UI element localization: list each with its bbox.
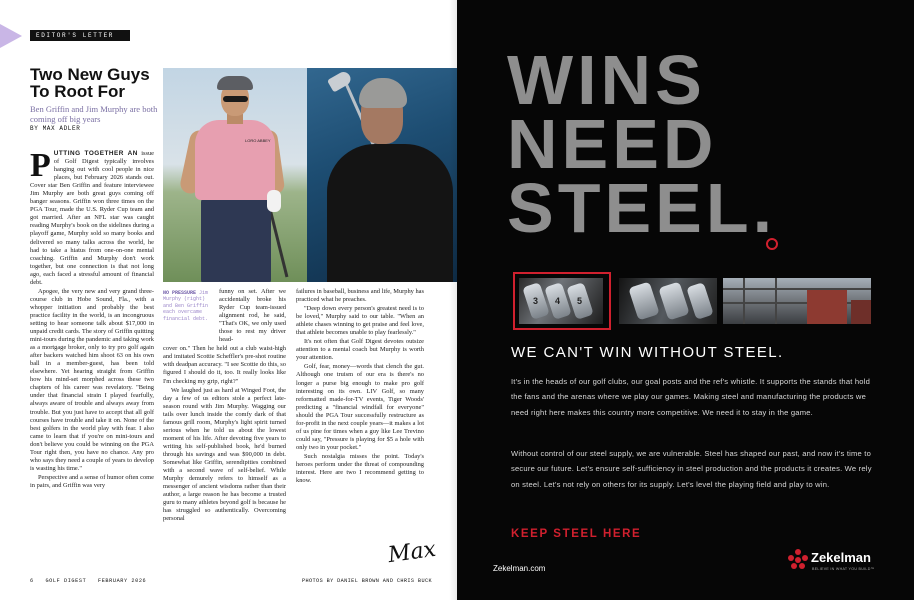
drop-cap: P: [30, 147, 51, 184]
paragraph: Such nostalgia misses the point. Today's heroes perform under the threat of compounding interest. Here are two I recommend getting to know.: [296, 452, 424, 485]
section-tag: EDITOR'S LETTER: [30, 30, 130, 41]
ad-body-paragraph: Without control of our steel supply, we are vulnerable. Steel has shaped our past, and now it's time to secure our future. Let's ensure self-sufficiency in steel production and the products it creates. We rely on steel. Let's not rely on others for its supply. Let's level the playing field and play to win.: [511, 449, 872, 489]
ad-headline-line: NEED: [507, 105, 718, 183]
brand-name: Zekelman: [811, 550, 871, 565]
page-number: 6: [30, 578, 34, 584]
ad-headline: [507, 41, 777, 247]
magazine-name: GOLF DIGEST: [45, 578, 87, 584]
ad-website-url: Zekelman.com: [493, 564, 546, 573]
ad-call-to-action: KEEP STEEL HERE: [511, 528, 642, 540]
ad-body-paragraph: It's in the heads of our golf clubs, our goal posts and the ref's whistle. It supports the stands that hold the fans and the arenas where we play our games. Making steel and manufacturing the products we need right here makes this country more competitive. We need it to stay in the game.: [511, 377, 871, 417]
advertisement-page: [457, 0, 914, 600]
ad-headline-line: WINS: [507, 41, 706, 119]
ad-image-strip: [513, 272, 871, 330]
paragraph: We laughed just as hard at Winged Foot, the day a few of us editors stole a perfect late-season round with Jim Murphy. Wagging our tails over lunch inside the comfy dark of that famous grill room, Murphy's light spirit turned serious when he told us about the lowest moment of his life. After devoting five years to writing his self-published book, he'd burned through his savings and was $90,000 in debt. Somewhat like Griffin, serendipities combined with a second wave of self-belief. While Murphy demurely refers to himself as a messenger of ancient wisdoms rather than their author, a large reason he has become a trusted guru to many athletes beyond golf is because he has struggled so authentically. Overcoming personal: [163, 386, 286, 523]
editor-signature: Max: [386, 536, 438, 569]
golf-irons-image: [519, 278, 603, 324]
logo-dots-icon: [787, 549, 809, 571]
paragraph: Apogee, the very new and very grand three-course club in Hobe Sound, Fla., with a whopper initiation and probably the best practice facility in the world, is an incongruous setting to hear someone talk about $17,000 in unpaid credit cards. The story of Griffin quitting mini-tours during the pandemic and taking work as a mortgage broker, only to try pro golf again after backers watched him shoot 63 on his own ball in a member-guest, has been told elsewhere. Yet hearing straight from Griffin how his mind-set morphed across these two chapters of his career was revelatory. "Being under that financial strain I played fearfully, always aware of trouble and always away from trouble. But you just have to accept that all golf courses have trouble and take it on. None of the best golfers in the world play with fear. I also came to learn that if you're on mini-tours and don't believe you could be winning on the PGA Tour right then, you have no chance. Any pro who says they need a couple of years to develop is wasting his time.": [30, 287, 154, 472]
photo-jim-murphy: [307, 68, 457, 282]
article-column-1: [30, 147, 154, 491]
paragraph: failures in baseball, business and life, Murphy has practiced what he preaches.: [296, 288, 424, 304]
page-gutter: [449, 0, 457, 600]
paragraph: Golf, fear, money—words that clench the gut. Although one truism of our era is there's no longer a purse big enough to make pro golf interesting on its own. LIV Golf, so many reformatted made-for-TV events, Tiger Woods' predicting a "financial windfall for everyone" should the PGA Tour successfully restructure as for-profit in the next couple years—it makes a lot of us pine for times when a guy like Lee Trevino could say, "Pressure is playing for $5 a hole with only two in your pocket.": [296, 363, 424, 451]
iron-number: 4: [555, 296, 561, 306]
brand-tagline: BELIEVE IN WHAT YOU BUILD™: [812, 567, 875, 571]
paragraph: "Deep down every person's greatest need is to be loved," Murphy said to our table. "When an athlete chases winning to get praise and feel love, that athlete becomes unable to play fearlessly.": [296, 305, 424, 337]
folio: [30, 578, 154, 584]
page-marker-arrow: [0, 24, 22, 48]
paragraph: cover on." Then he held out a club waist-high and imitated Scottie Scheffler's pre-shot routine with deadpan accuracy. "I see Scottie do this, so figured I should do it, too. It really looks like I'm checking my grip, right?": [163, 345, 286, 385]
golf-irons-closeup-image: [619, 278, 717, 324]
article-column-3: [296, 288, 424, 486]
issue-date: FEBRUARY 2026: [98, 578, 147, 584]
photo-ben-griffin: [163, 68, 307, 282]
lead-in: UTTING TOGETHER AN: [53, 150, 138, 157]
caption-text: Jim Murphy (right) and Ben Griffin each overcame financial debt.: [163, 290, 209, 322]
iron-number: 5: [577, 296, 583, 306]
caption-lead: NO PRESSURE: [163, 290, 197, 296]
article-column-2: [163, 288, 286, 524]
photo-credit: PHOTOS BY DANIEL BROWN AND CHRIS BUCK: [302, 578, 432, 584]
deck: Ben Griffin and Jim Murphy are both coming off big years: [30, 104, 158, 124]
byline: BY MAX ADLER: [30, 125, 81, 132]
iron-number: 3: [533, 296, 539, 306]
golf-club-shape: [269, 209, 289, 278]
ring-icon: [766, 238, 778, 250]
paragraph: funny on set. After we accidentally broke his Ryder Cup team-issued alignment rod, he said, "That's OK, we only used those to rest my driver head-: [219, 288, 286, 344]
paragraph: Perspective and a sense of humor often come in pairs, and Griffin was very: [30, 473, 154, 489]
ad-headline-line: STEEL.: [507, 169, 777, 247]
ad-tagline: WE CAN'T WIN WITHOUT STEEL.: [511, 344, 784, 361]
stadium-construction-image: [723, 278, 871, 324]
zekelman-logo: [787, 547, 887, 577]
paragraph: issue of Golf Digest typically involves hanging out with cool people in nice places, but February 2026 stands out. Cover star Ben Griffin and feature interviewee Jim Murphy are both great guys coming off banger seasons. Griffin won three times on the PGA Tour, made the U.S. Ryder Cup team and got married. After an NFL star was caught reading Murphy's book on the sidelines during a playoff game, Murphy sold so many books and delivered so many talks across the world, he had to take a hiatus from one-on-one mental coaching. Griffin and Murphy don't work together, but one connection is that not long ago, each faced a stressful amount of financial debt.: [30, 150, 154, 286]
paragraph: It's not often that Golf Digest devotes outsize attention to a mental coach but Murphy is worth your attention.: [296, 338, 424, 362]
headline: Two New Guys To Root For: [30, 65, 150, 101]
shirt-logo: LORO ABBEY: [245, 138, 271, 143]
